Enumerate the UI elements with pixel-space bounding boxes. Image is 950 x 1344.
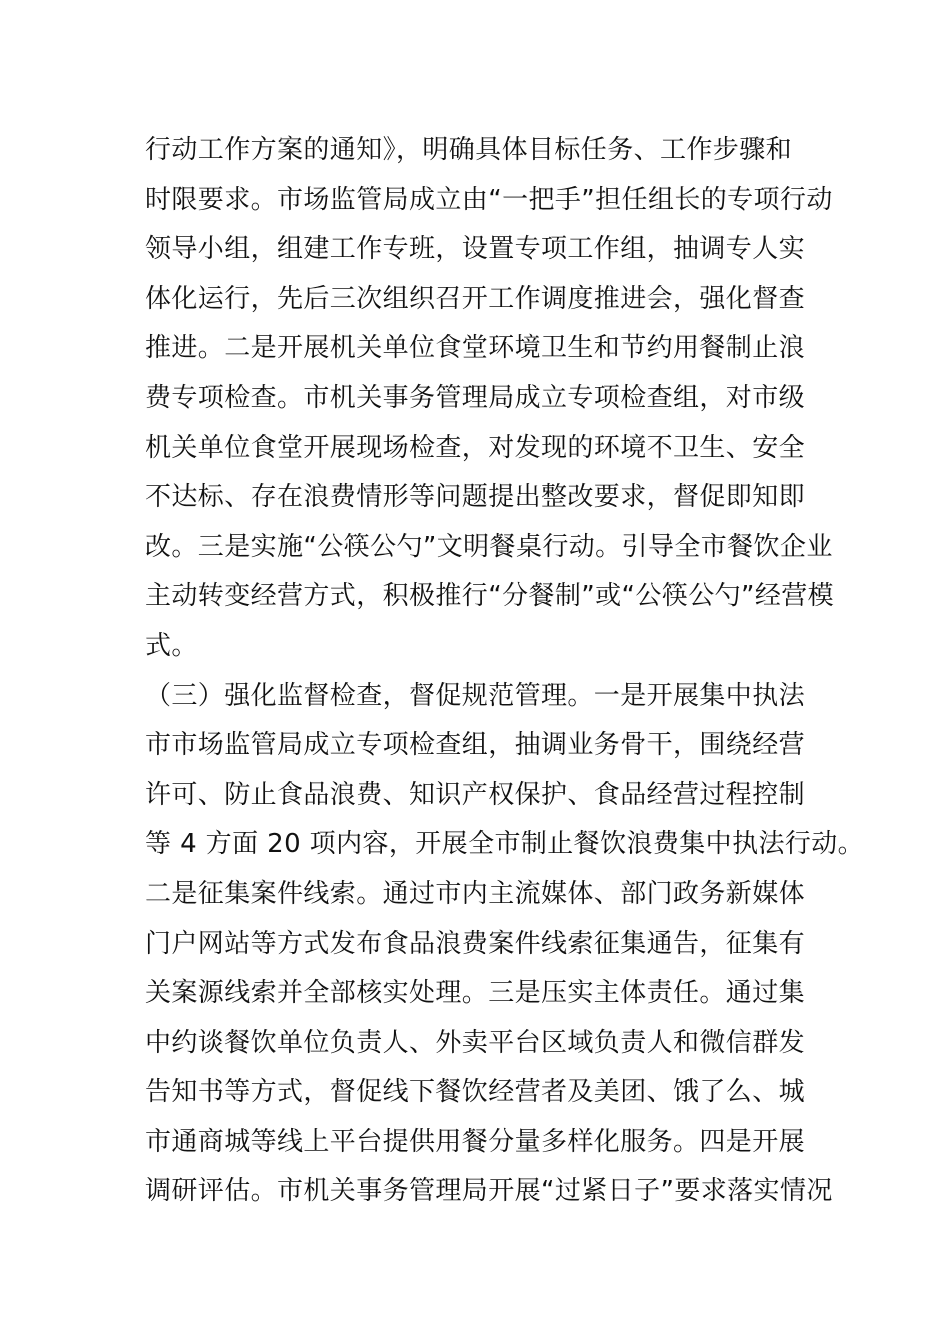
text-line: 推进。二是开展机关单位食堂环境卫生和节约用餐制止浪 <box>145 333 806 364</box>
text-line: 门户网站等方式发布食品浪费案件线索征集通告，征集有 <box>145 928 806 959</box>
text-line: 市市场监管局成立专项检查组，抽调业务骨干，围绕经营 <box>145 730 806 761</box>
text-line: 等 4 方面 20 项内容，开展全市制止餐饮浪费集中执法行动。 <box>145 829 865 860</box>
body-text <box>145 126 865 1217</box>
text-line: 主动转变经营方式，积极推行“分餐制”或“公筷公勺”经营模 <box>145 581 835 612</box>
text-line: 不达标、存在浪费情形等问题提出整改要求，督促即知即 <box>145 482 806 513</box>
text-line: 关案源线索并全部核实处理。三是压实主体责任。通过集 <box>145 978 806 1009</box>
text-line: 费专项检查。市机关事务管理局成立专项检查组，对市级 <box>145 382 806 413</box>
text-line: 领导小组，组建工作专班，设置专项工作组，抽调专人实 <box>145 234 806 265</box>
text-line: 中约谈餐饮单位负责人、外卖平台区域负责人和微信群发 <box>145 1027 806 1058</box>
text-line: 体化运行，先后三次组织召开工作调度推进会，强化督查 <box>145 283 806 314</box>
text-line: 调研评估。市机关事务管理局开展“过紧日子”要求落实情况 <box>145 1176 833 1207</box>
text-line: 式。 <box>145 630 198 661</box>
text-line: 行动工作方案的通知》，明确具体目标任务、工作步骤和 <box>145 135 793 165</box>
text-line: 时限要求。市场监管局成立由“一把手”担任组长的专项行动 <box>145 184 833 215</box>
text-line: 告知书等方式，督促线下餐饮经营者及美团、饿了么、城 <box>145 1077 806 1108</box>
text-line: 二是征集案件线索。通过市内主流媒体、部门政务新媒体 <box>145 878 806 909</box>
text-line: 市通商城等线上平台提供用餐分量多样化服务。四是开展 <box>145 1126 806 1157</box>
text-line: 改。三是实施“公筷公勺”文明餐桌行动。引导全市餐饮企业 <box>145 531 833 562</box>
text-line: 机关单位食堂开展现场检查，对发现的环境不卫生、安全 <box>145 432 806 463</box>
section-heading-line: （三）强化监督检查，督促规范管理。一是开展集中执法 <box>145 680 806 711</box>
text-line: 许可、防止食品浪费、知识产权保护、食品经营过程控制 <box>145 779 806 810</box>
